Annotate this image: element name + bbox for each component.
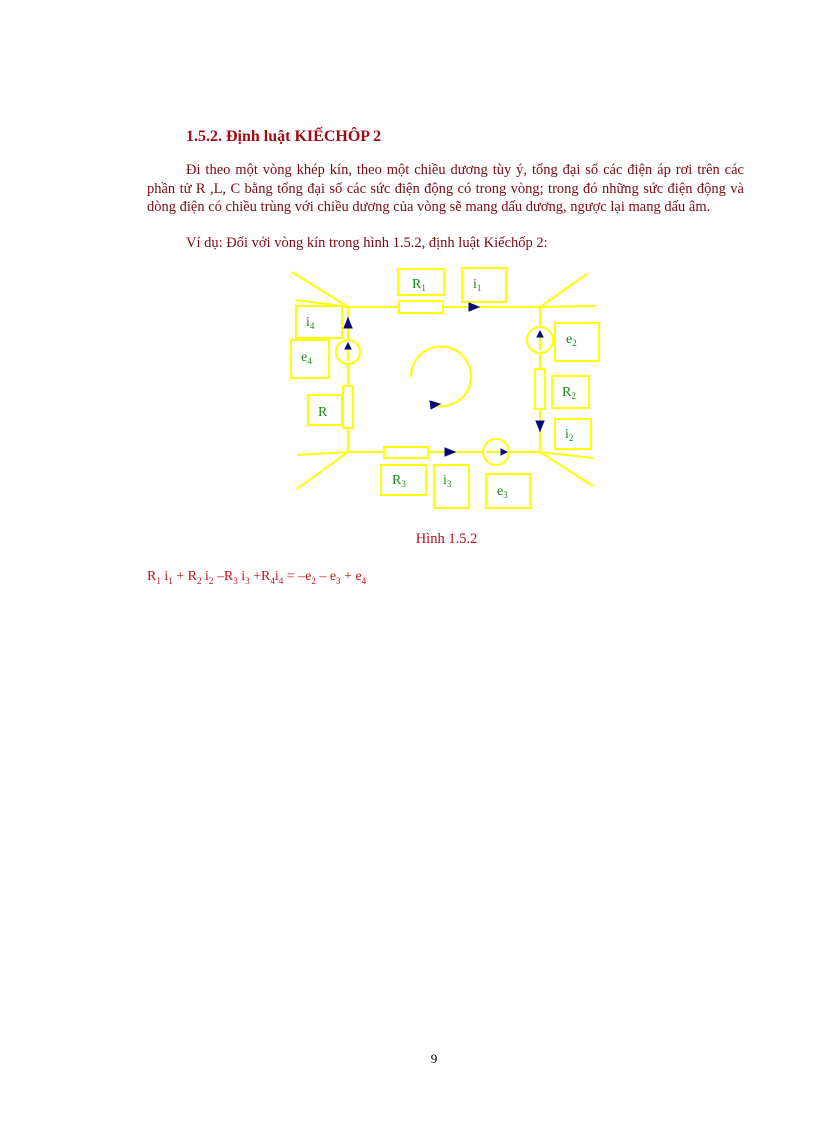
box-i4 xyxy=(296,306,342,338)
box-i3 xyxy=(434,465,469,508)
arrow-i4-icon xyxy=(344,318,352,328)
loop-direction-arc xyxy=(411,346,471,406)
box-i1 xyxy=(462,268,506,302)
paragraph-text: Đi theo một vòng khép kín, theo một chiều dương tùy ý, tổng đại số các điện áp rơi trên các phần tử R ,L, C bằng tổng đại số các sức điện động có trong vòng; trong đó những sức điện động và dòng điện có chiều trùng với chiều dương của vòng sẽ mang dấu dương, ngược lại mang dấu âm. xyxy=(147,162,744,215)
resistor-r4 xyxy=(343,386,353,428)
section-heading: 1.5.2. Định luật KIẾCHÔP 2 xyxy=(186,128,382,145)
arrow-loop-icon xyxy=(430,401,440,409)
label-i3: $i_3$ xyxy=(443,473,452,489)
label-e3: $e_3$ xyxy=(497,484,508,500)
arrow-i1-icon xyxy=(469,303,479,311)
resistor-r3 xyxy=(384,447,428,458)
label-r2: $R_2$ xyxy=(562,385,576,401)
branch-top-right xyxy=(540,274,587,307)
resistor-r1 xyxy=(399,301,443,313)
box-e2 xyxy=(555,323,599,361)
branch-bottom-left-2 xyxy=(297,452,348,455)
example-line: Ví dụ: Đối với vòng kín trong hình 1.5.2, định luật Kiếchốp 2: xyxy=(186,235,548,251)
branch-bottom-left xyxy=(297,452,348,489)
arrow-i3-icon xyxy=(445,448,455,456)
branch-top-left xyxy=(292,272,348,307)
resistor-r2 xyxy=(535,369,545,409)
label-r: R xyxy=(318,405,328,420)
box-e3 xyxy=(486,474,530,508)
label-i1: $i_1$ xyxy=(473,277,482,293)
figure-caption: Hình 1.5.2 xyxy=(415,531,478,547)
label-i4: $i_4$ xyxy=(306,315,315,331)
label-r3: $R_3$ xyxy=(392,473,406,489)
label-i2: $i_2$ xyxy=(565,427,574,443)
arrow-i2-icon xyxy=(536,421,544,431)
label-e2: $e_2$ xyxy=(566,332,577,348)
label-e4: $e_4$ xyxy=(301,350,312,366)
page-number: 9 xyxy=(430,1051,438,1066)
kirchhoff-formula: $R_1$ $i_1 + R_2$ $i_2$ $-R_3$ $i_3 +R_4i_4 = -e_2 - e_3 + e_4$ xyxy=(147,569,367,586)
label-r1: $R_1$ xyxy=(412,277,426,293)
branch-top-right-2 xyxy=(540,306,596,307)
